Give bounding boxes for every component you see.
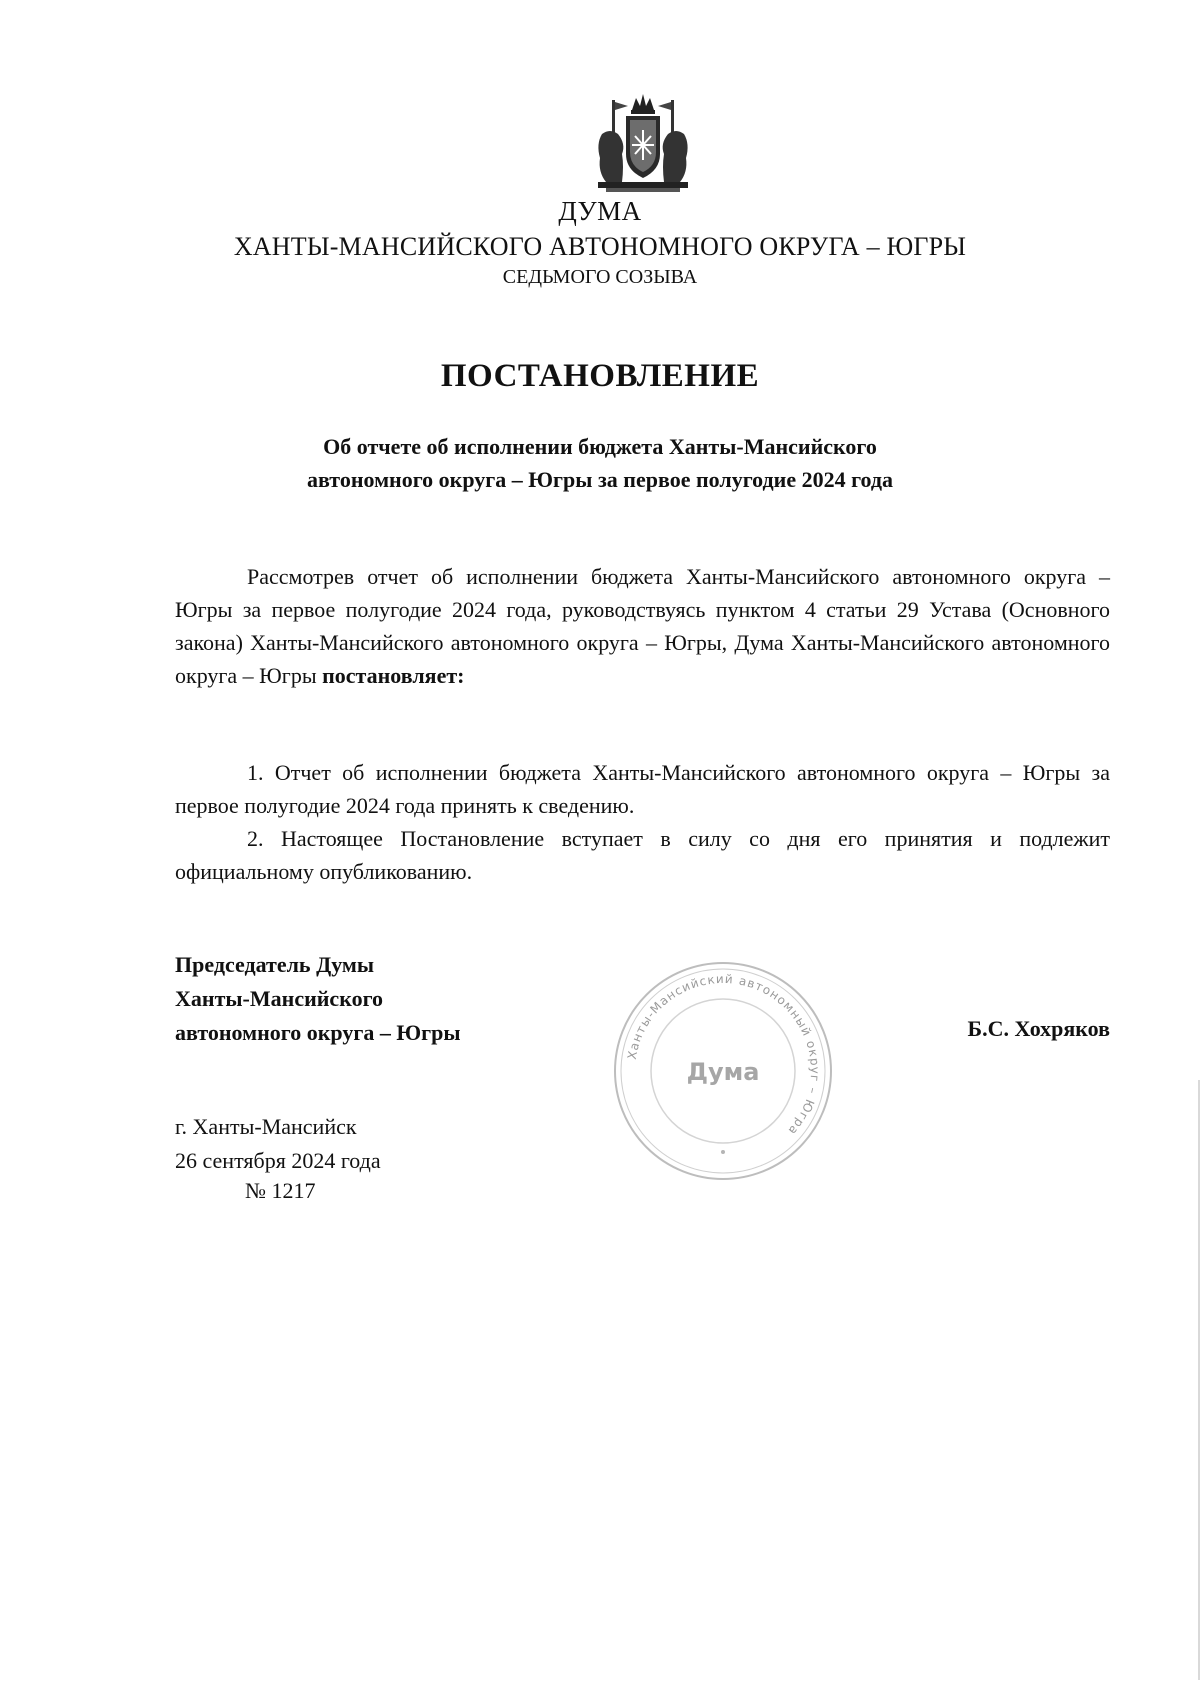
document-type-heading: ПОСТАНОВЛЕНИЕ: [440, 358, 760, 394]
adoption-date: 26 сентября 2024 года: [175, 1148, 381, 1173]
signer-name: Б.С. Хохряков: [967, 1016, 1110, 1041]
organization-title: ДУМА: [558, 196, 642, 226]
preamble-verb: постановляет:: [322, 663, 465, 688]
subject-line-1: Об отчете об исполнении бюджета Ханты-Мансийского: [323, 434, 877, 459]
signer-title-line-2: Ханты-Мансийского: [175, 986, 384, 1011]
preamble-text: Рассмотрев отчет об исполнении бюджета Ханты-Мансийского автономного округа – Югры за первое полугодие 2024 года, руководствуясь пунктом 4 статьи 29 Устава (Основного закона) Ханты-Мансийского автономного округа – Югры, Дума Ханты-Мансийского автономного округа – Югры: [175, 564, 1110, 688]
official-seal: [608, 956, 838, 1186]
coat-of-arms-icon: [588, 92, 698, 196]
svg-text:Ханты-Мансийский автономный ок: Ханты-Мансийский автономный округ – Югра: [624, 971, 823, 1139]
subject-line-2: автономного округа – Югры за первое полугодие 2024 года: [306, 467, 894, 492]
resolution-item-2: 2. Настоящее Постановление вступает в силу со дня его принятия и подлежит официальному опубликованию.: [175, 826, 1110, 884]
resolution-item-1: 1. Отчет об исполнении бюджета Ханты-Мансийского автономного округа – Югры за первое полугодие 2024 года принять к сведению.: [175, 760, 1110, 818]
signer-title-line-3: автономного округа – Югры: [175, 1020, 461, 1045]
place-of-adoption: г. Ханты-Мансийск: [175, 1114, 357, 1139]
document-number: № 1217: [245, 1178, 316, 1203]
preamble-paragraph: [175, 560, 1110, 692]
convocation-label: СЕДЬМОГО СОЗЫВА: [502, 266, 698, 288]
region-title: ХАНТЫ-МАНСИЙСКОГО АВТОНОМНОГО ОКРУГА – ЮГРЫ: [233, 232, 967, 261]
svg-text:Дума: Дума: [686, 1058, 760, 1086]
signer-title-line-1: Председатель Думы: [175, 952, 375, 977]
document-subject: [0, 430, 1200, 496]
signer-title: [175, 948, 461, 1050]
